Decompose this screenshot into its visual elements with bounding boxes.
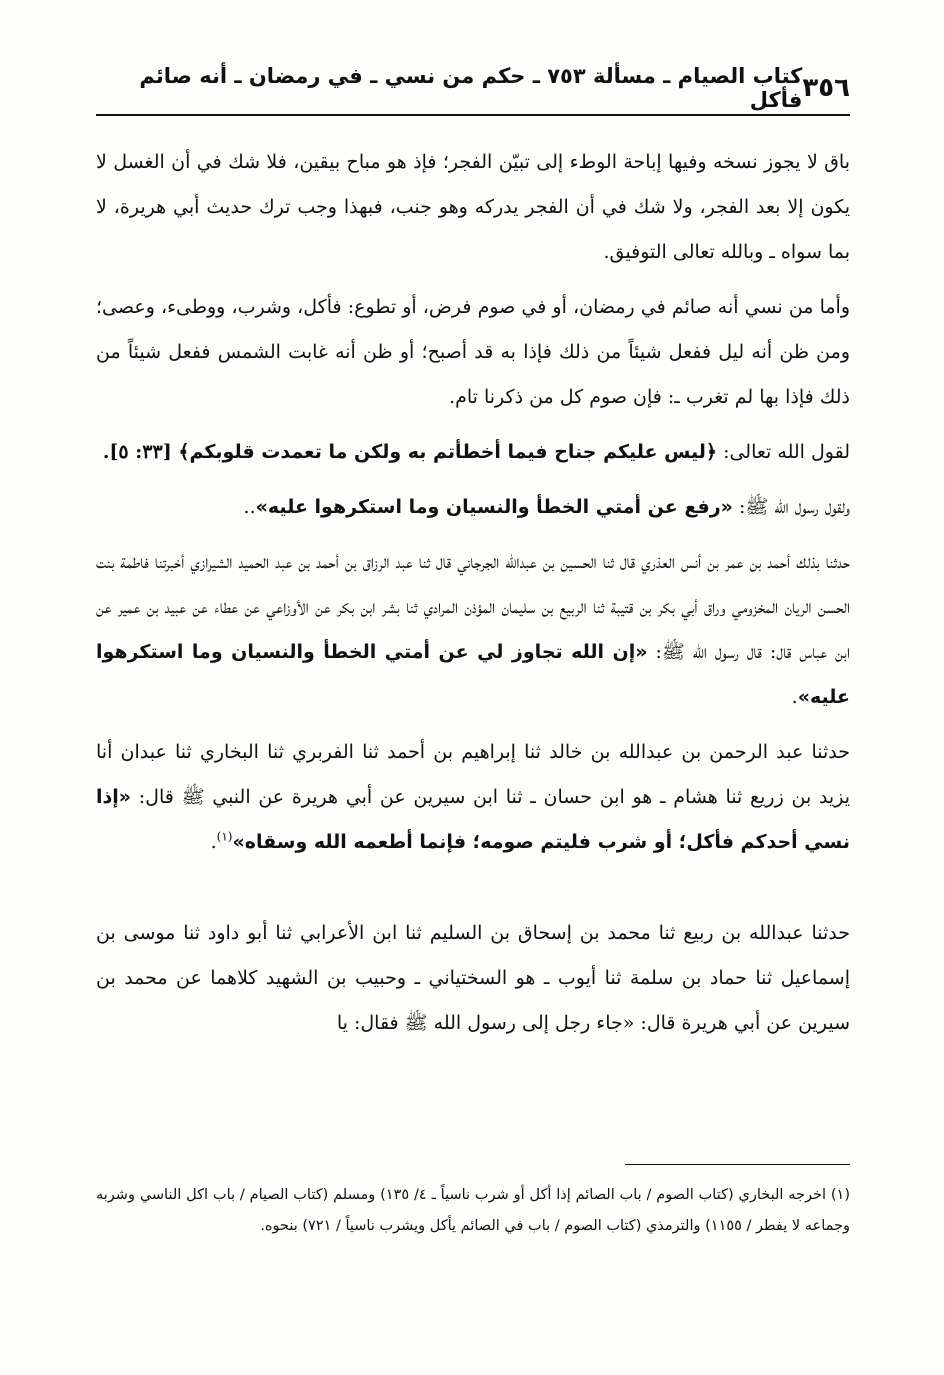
isnad-paragraph-2 [96, 730, 850, 865]
hadith-1-lead: ولقول رسول الله ﷺ: [732, 496, 850, 518]
page-number: ٣٥٦ [802, 73, 850, 103]
quran-verse: ﴿ليس عليكم جناح فيما أخطأتم به ولكن ما تعمدت قلوبكم﴾ [178, 441, 718, 463]
paragraph-2-text: وأما من نسي أنه صائم في رمضان، أو في صوم فرض، أو تطوع: فأكل، وشرب، ووطىء، وعصى؛ ومن ظن أنه ليل ففعل شيئاً من ذلك فإذا به قد أصبح؛ أو ظن أنه غابت الشمس ففعل شيئاً من ذلك فإذا بها لم تغرب ـ: فإن صوم كل من ذكرنا تام. [96, 296, 850, 408]
isnad-2-hadith: «إذا نسي أحدكم فأكل؛ أو شرب فليتم صومه؛ فإنما أطعمه الله وسقاه» [96, 786, 850, 853]
running-title: كتاب الصيام ـ مسألة ٧٥٣ ـ حكم من نسي ـ في رمضان ـ أنه صائم فأكل [139, 64, 803, 112]
paragraph-1-text: باق لا يجوز نسخه وفيها إباحة الوطء إلى تبيّن الفجر؛ فإذ هو مباح بيقين، فلا شك في أن الغسل لا يكون إلا بعد الفجر، ولا شك في أن الفجر يدركه وهو جنب، فبهذا وجب ترك حديث أبي هريرة، لا بما سواه ـ وبالله تعالى التوفيق. [96, 151, 850, 263]
page-header [96, 62, 850, 116]
hadith-1-text: «رفع عن أمتي الخطأ والنسيان وما استكرهوا عليه» [255, 496, 733, 518]
isnad-1-hadith: «إن الله تجاوز لي عن أمتي الخطأ والنسيان وما استكرهوا عليه» [96, 641, 850, 708]
quran-lead: لقول الله تعالى: [717, 441, 850, 463]
isnad-1-chain: حدثنا بذلك أحمد بن عمر بن أنس العذري قال ثنا الحسين بن عبدالله الجرجاني قال ثنا عبد الرزاق بن أحمد بن عبد الحميد الشيرازي أخبرتنا فاطمة بنت الحسن الريان المخزومي وراق أبي بكر بن قتيبة ثنا الربيع بن سليمان المؤذن المرادي ثنا بشر ابن بكر عن الأوزاعي عن عطاء عن عبيد بن عمير عن ابن عباس قال: قال رسول الله ﷺ: [96, 551, 850, 663]
isnad-paragraph-1 [96, 540, 850, 720]
isnad-3-text: حدثنا عبدالله بن ربيع ثنا محمد بن إسحاق بن السليم ثنا ابن الأعرابي ثنا أبو داود ثنا موسى بن إسماعيل ثنا حماد بن سلمة ثنا أيوب ـ هو السختياني ـ وحبيب بن الشهيد كلاهما عن محمد بن سيرين عن أبي هريرة قال: «جاء رجل إلى رسول الله ﷺ فقال: يا [96, 922, 850, 1034]
verse-reference: [٣٣: ٥]. [102, 441, 179, 463]
isnad-paragraph-3 [96, 911, 850, 1046]
footnote-text: (١) اخرجه البخاري (كتاب الصوم / باب الصائم إذا أكل أو شرب ناسياً ـ ٤/ ١٣٥) ومسلم (كتاب الصيام / باب اكل الناسي وشربه وجماعه لا يفطر / ١١٥٥) والترمذي (كتاب الصوم / باب في الصائم يأكل ويشرب ناسياً / ٧٢١) بنحوه. [96, 1187, 850, 1234]
footnote-marker: (١) [216, 829, 233, 844]
footnote [96, 1180, 850, 1242]
paragraph-1 [96, 140, 850, 275]
footnote-divider [625, 1164, 850, 1165]
paragraph-2 [96, 285, 850, 420]
isnad-2-tail: . [210, 831, 217, 853]
hadith-citation-1 [96, 485, 850, 530]
hadith-1-tail: .. [243, 496, 256, 518]
isnad-2-chain: حدثنا عبد الرحمن بن عبدالله بن خالد ثنا إبراهيم بن أحمد ثنا الفربري ثنا البخاري ثنا عبدان أنا يزيد بن زريع ثنا هشام ـ هو ابن حسان ـ ثنا ابن سيرين عن أبي هريرة عن النبي ﷺ قال: [96, 741, 850, 808]
main-text [96, 140, 850, 1056]
quran-citation [96, 430, 850, 475]
isnad-1-tail: . [791, 686, 798, 708]
